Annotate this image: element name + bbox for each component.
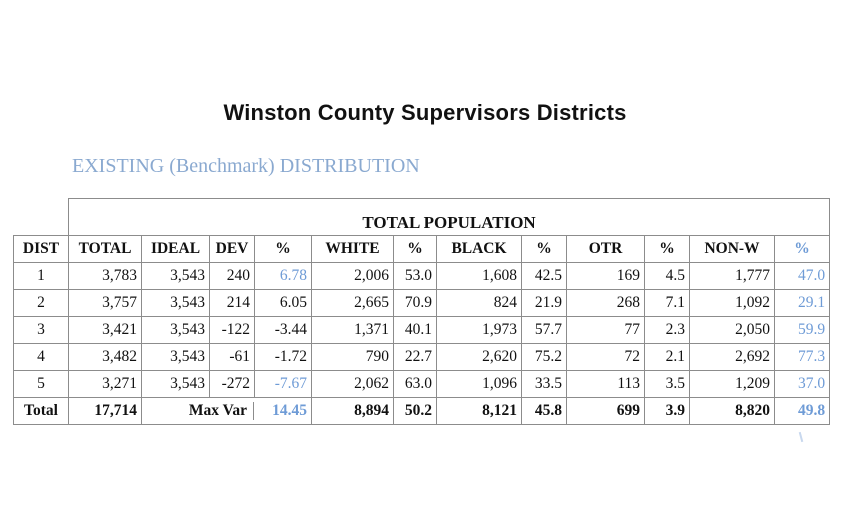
nonw-cell: 1,209 bbox=[690, 371, 775, 398]
black-cell: 824 bbox=[437, 290, 522, 317]
dist-cell: 3 bbox=[14, 317, 69, 344]
otr-pct-cell: 2.1 bbox=[645, 344, 690, 371]
dev-pct-cell: 6.05 bbox=[255, 290, 312, 317]
white-pct-cell: 50.2 bbox=[394, 398, 437, 425]
white-cell: 2,062 bbox=[312, 371, 394, 398]
maxvar-cell bbox=[142, 398, 312, 425]
white-pct-cell: 40.1 bbox=[394, 317, 437, 344]
page-title: Winston County Supervisors Districts bbox=[223, 100, 627, 125]
black-cell: 8,121 bbox=[437, 398, 522, 425]
otr-cell: 268 bbox=[567, 290, 645, 317]
dev-pct-cell: -3.44 bbox=[255, 317, 312, 344]
nonw-cell: 2,050 bbox=[690, 317, 775, 344]
black-pct-cell: 45.8 bbox=[522, 398, 567, 425]
total-cell: 3,482 bbox=[69, 344, 142, 371]
nonw-cell: 1,092 bbox=[690, 290, 775, 317]
white-pct-cell: 70.9 bbox=[394, 290, 437, 317]
corner-cell bbox=[14, 199, 69, 236]
total-label: Total bbox=[14, 398, 69, 425]
total-cell: 17,714 bbox=[69, 398, 142, 425]
col-header: NON-W bbox=[690, 236, 775, 263]
ideal-cell: 3,543 bbox=[142, 344, 210, 371]
table-row bbox=[14, 317, 830, 344]
dev-pct-cell: 6.78 bbox=[255, 263, 312, 290]
header-row bbox=[14, 236, 830, 263]
black-pct-cell: 42.5 bbox=[522, 263, 567, 290]
col-header: BLACK bbox=[437, 236, 522, 263]
ideal-cell: 3,543 bbox=[142, 317, 210, 344]
dist-cell: 5 bbox=[14, 371, 69, 398]
otr-pct-cell: 7.1 bbox=[645, 290, 690, 317]
ideal-cell: 3,543 bbox=[142, 371, 210, 398]
otr-cell: 113 bbox=[567, 371, 645, 398]
white-pct-cell: 53.0 bbox=[394, 263, 437, 290]
otr-cell: 169 bbox=[567, 263, 645, 290]
nonw-pct-cell: 29.1 bbox=[775, 290, 830, 317]
dev-cell: 240 bbox=[210, 263, 255, 290]
nonw-cell: 1,777 bbox=[690, 263, 775, 290]
black-pct-cell: 75.2 bbox=[522, 344, 567, 371]
stray-mark bbox=[799, 432, 804, 442]
nonw-cell: 8,820 bbox=[690, 398, 775, 425]
total-cell: 3,421 bbox=[69, 317, 142, 344]
black-cell: 1,608 bbox=[437, 263, 522, 290]
col-header: DEV bbox=[210, 236, 255, 263]
white-pct-cell: 63.0 bbox=[394, 371, 437, 398]
white-cell: 790 bbox=[312, 344, 394, 371]
otr-pct-cell: 3.9 bbox=[645, 398, 690, 425]
total-row bbox=[14, 398, 830, 425]
otr-cell: 699 bbox=[567, 398, 645, 425]
table-row bbox=[14, 344, 830, 371]
dev-pct-cell: -1.72 bbox=[255, 344, 312, 371]
otr-cell: 77 bbox=[567, 317, 645, 344]
nonw-pct-cell: 77.3 bbox=[775, 344, 830, 371]
otr-cell: 72 bbox=[567, 344, 645, 371]
nonw-pct-cell: 37.0 bbox=[775, 371, 830, 398]
black-pct-cell: 33.5 bbox=[522, 371, 567, 398]
white-cell: 2,006 bbox=[312, 263, 394, 290]
nonw-cell: 2,692 bbox=[690, 344, 775, 371]
black-cell: 2,620 bbox=[437, 344, 522, 371]
col-header: DIST bbox=[14, 236, 69, 263]
dev-pct-cell: -7.67 bbox=[255, 371, 312, 398]
otr-pct-cell: 3.5 bbox=[645, 371, 690, 398]
table-row bbox=[14, 290, 830, 317]
nonw-pct-cell: 47.0 bbox=[775, 263, 830, 290]
dev-cell: -272 bbox=[210, 371, 255, 398]
subtitle: EXISTING (Benchmark) DISTRIBUTION bbox=[72, 155, 420, 177]
black-cell: 1,096 bbox=[437, 371, 522, 398]
ideal-cell: 3,543 bbox=[142, 263, 210, 290]
col-header: OTR bbox=[567, 236, 645, 263]
dist-cell: 4 bbox=[14, 344, 69, 371]
nonw-pct-cell: 59.9 bbox=[775, 317, 830, 344]
table-row bbox=[14, 371, 830, 398]
white-cell: 2,665 bbox=[312, 290, 394, 317]
dev-cell: -61 bbox=[210, 344, 255, 371]
dist-cell: 2 bbox=[14, 290, 69, 317]
population-table bbox=[13, 198, 830, 425]
dev-cell: 214 bbox=[210, 290, 255, 317]
total-cell: 3,757 bbox=[69, 290, 142, 317]
black-cell: 1,973 bbox=[437, 317, 522, 344]
maxvar-label: Max Var bbox=[149, 402, 254, 420]
dev-cell: -122 bbox=[210, 317, 255, 344]
col-header: % bbox=[394, 236, 437, 263]
white-cell: 8,894 bbox=[312, 398, 394, 425]
group-header: TOTAL POPULATION bbox=[69, 199, 830, 236]
ideal-cell: 3,543 bbox=[142, 290, 210, 317]
black-pct-cell: 21.9 bbox=[522, 290, 567, 317]
col-header: % bbox=[522, 236, 567, 263]
col-header: % bbox=[645, 236, 690, 263]
col-header: TOTAL bbox=[69, 236, 142, 263]
otr-pct-cell: 2.3 bbox=[645, 317, 690, 344]
col-header: % bbox=[255, 236, 312, 263]
dist-cell: 1 bbox=[14, 263, 69, 290]
black-pct-cell: 57.7 bbox=[522, 317, 567, 344]
total-cell: 3,271 bbox=[69, 371, 142, 398]
total-cell: 3,783 bbox=[69, 263, 142, 290]
white-cell: 1,371 bbox=[312, 317, 394, 344]
otr-pct-cell: 4.5 bbox=[645, 263, 690, 290]
col-header: WHITE bbox=[312, 236, 394, 263]
maxvar-value: 14.45 bbox=[272, 402, 307, 419]
white-pct-cell: 22.7 bbox=[394, 344, 437, 371]
col-header: IDEAL bbox=[142, 236, 210, 263]
table-row bbox=[14, 263, 830, 290]
nonw-pct-cell: 49.8 bbox=[775, 398, 830, 425]
col-header: % bbox=[775, 236, 830, 263]
